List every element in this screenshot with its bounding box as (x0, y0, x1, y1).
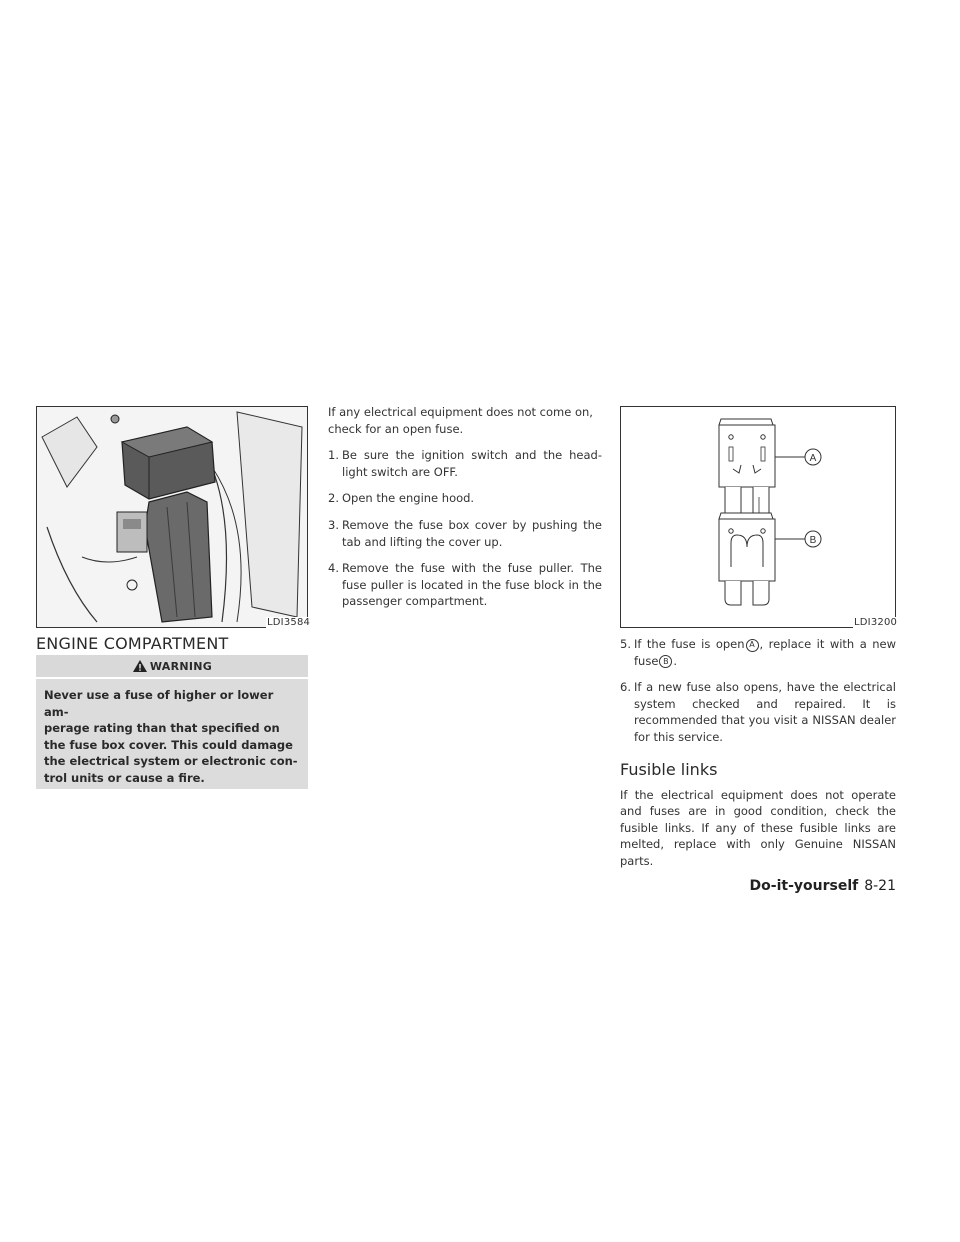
warning-icon (132, 659, 148, 673)
fusible-links-heading: Fusible links (620, 759, 718, 779)
step-text: Remove the fuse box cover by pushing the tab and lifting the cover up. (342, 517, 602, 549)
middle-column (328, 404, 602, 620)
warning-line: perage rating than that specified on (44, 721, 280, 736)
label-a: A (809, 453, 817, 464)
warning-line: trol units or cause a fire. (44, 770, 205, 785)
warning-box (36, 679, 308, 789)
label-b: B (809, 535, 817, 546)
step-number: 3. (328, 517, 339, 532)
fuse-diagram (620, 406, 896, 628)
step-number: 5. (620, 637, 631, 651)
warning-header (36, 655, 308, 677)
good-fuse-illustration (719, 513, 821, 605)
step-item (328, 560, 602, 610)
figure-code: LDI3584 (267, 617, 311, 628)
section-heading: ENGINE COMPARTMENT (36, 634, 229, 653)
intro-paragraph: If any electrical equipment does not come on, check for an open fuse. (328, 405, 593, 436)
step-text-part: If the fuse is open (634, 637, 745, 651)
warning-line: the electrical system or electronic con- (44, 754, 298, 769)
step-number: 1. (328, 448, 339, 463)
blown-fuse-illustration (719, 419, 821, 525)
fuse-comparison-illustration (621, 407, 895, 627)
fuse-box-illustration (37, 407, 307, 627)
engine-fuse-box-photo (36, 406, 308, 628)
step-item (620, 636, 896, 669)
step-text: If a new fuse also opens, have the electrical system checked and repaired. It is recommended that you visit a NISSAN dealer for this service. (634, 680, 896, 744)
fusible-links-paragraph: If the electrical equipment does not operate and fuses are in good condition, check the fusible links. If any of these fusible links are melted, replace with only Genuine NISSAN parts. (620, 787, 896, 868)
step-number: 2. (328, 491, 339, 506)
step-text (634, 636, 896, 669)
figure-code: LDI3200 (854, 617, 898, 628)
step-text: Open the engine hood. (342, 491, 475, 506)
page-footer (750, 878, 896, 894)
step-item (328, 447, 602, 480)
step-text-part: . (673, 653, 678, 668)
step-number: 6. (620, 680, 631, 695)
step-item (328, 490, 602, 507)
page-number: 8-21 (864, 878, 896, 894)
warning-line: Never use a fuse of higher or lower am- (44, 688, 274, 719)
step-item (328, 517, 602, 550)
step-text: Remove the fuse with the fuse puller. The fuse puller is located in the fuse block in the passenger compartment. (342, 561, 602, 609)
right-column (620, 636, 896, 870)
step-text: Be sure the ignition switch and the head-light switch are OFF. (342, 448, 602, 479)
step-item (620, 679, 896, 745)
warning-title: WARNING (149, 659, 213, 673)
step-text-part: , replace it with a new fuse (634, 637, 896, 668)
footer-section-title: Do-it-yourself (749, 878, 859, 894)
warning-line: the fuse box cover. This could damage (44, 737, 293, 752)
callout-b: B (659, 655, 672, 668)
step-number: 4. (328, 561, 339, 576)
callout-a: A (746, 639, 759, 652)
